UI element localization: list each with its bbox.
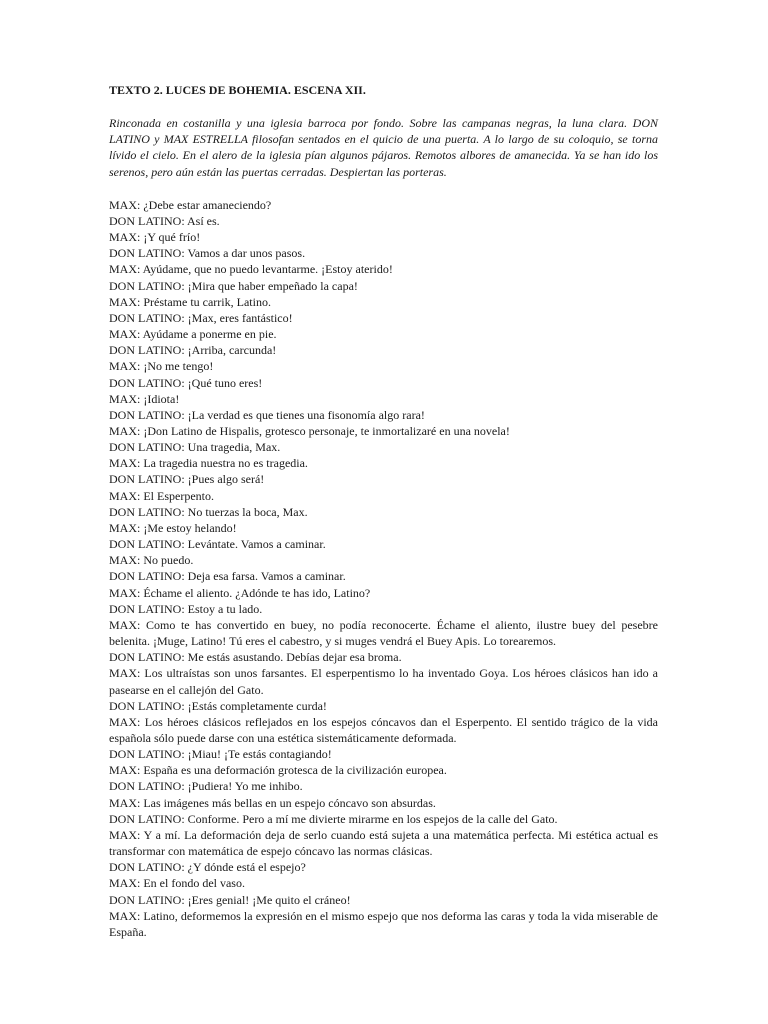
dialogue-line: MAX: En el fondo del vaso. (109, 876, 245, 891)
dialogue-line: MAX: ¡No me tengo! (109, 359, 214, 374)
dialogue-line: DON LATINO: Levántate. Vamos a caminar. (109, 537, 326, 552)
dialogue-line: MAX: Préstame tu carrik, Latino. (109, 294, 271, 309)
dialogue-line: MAX: ¡Me estoy helando! (109, 520, 237, 535)
document-page (109, 82, 658, 940)
dialogue-line: DON LATINO: Una tragedia, Max. (109, 440, 281, 455)
dialogue-block (109, 197, 658, 940)
dialogue-line: DON LATINO: ¡Max, eres fantástico! (109, 310, 293, 325)
dialogue-line: DON LATINO: ¡Qué tuno eres! (109, 375, 263, 390)
dialogue-line: DON LATINO: ¡Eres genial! ¡Me quito el cráneo! (109, 892, 351, 907)
dialogue-line: DON LATINO: Estoy a tu lado. (109, 601, 263, 616)
dialogue-line: DON LATINO: Conforme. Pero a mí me divierte mirarme en los espejos de la calle del Gato. (109, 811, 558, 826)
dialogue-line: MAX: Ayúdame a ponerme en pie. (109, 327, 277, 342)
dialogue-line: DON LATINO: ¡Arriba, carcunda! (109, 343, 277, 358)
dialogue-line: MAX: La tragedia nuestra no es tragedia. (109, 456, 308, 471)
dialogue-line: MAX: El Esperpento. (109, 488, 214, 503)
dialogue-line: MAX: Ayúdame, que no puedo levantarme. ¡Estoy aterido! (109, 262, 393, 277)
dialogue-line: DON LATINO: ¡Pues algo será! (109, 472, 265, 487)
dialogue-line: MAX: ¡Y qué frío! (109, 230, 201, 245)
dialogue-line: DON LATINO: Me estás asustando. Debías dejar esa broma. (109, 650, 402, 665)
dialogue-line: MAX: Los héroes clásicos reflejados en los espejos cóncavos dan el Esperpento. El sentido trágico de la vida española sólo puede darse con una estética sistemáticamente deformada. (109, 714, 658, 745)
dialogue-line: MAX: España es una deformación grotesca de la civilización europea. (109, 763, 447, 778)
dialogue-line: DON LATINO: ¡La verdad es que tienes una fisonomía algo rara! (109, 407, 425, 422)
dialogue-line: MAX: No puedo. (109, 553, 194, 568)
dialogue-line: DON LATINO: ¡Estás completamente curda! (109, 698, 327, 713)
dialogue-line: DON LATINO: ¿Y dónde está el espejo? (109, 860, 306, 875)
document-title: TEXTO 2. LUCES DE BOHEMIA. ESCENA XII. (109, 83, 366, 97)
stage-direction: Rinconada en costanilla y una iglesia barroca por fondo. Sobre las campanas negras, la luna clara. DON LATINO y MAX ESTRELLA filosofan sentados en el quicio de una puerta. A lo largo de su coloquio, se torna lívido el cielo. En el alero de la iglesia pían algunos pájaros. Remotos albores de amanecida. Ya se han ido los serenos, pero aún están las puertas cerradas. Despiertan las porteras. (109, 116, 658, 179)
dialogue-line: MAX: Como te has convertido en buey, no podía reconocerte. Échame el aliento, ilustre buey del pesebre belenita. ¡Muge, Latino! Tú eres el cabestro, y si muges vendrá el Buey Apis. Lo torearemos. (109, 617, 658, 649)
dialogue-line: MAX: Échame el aliento. ¿Adónde te has ido, Latino? (109, 585, 371, 600)
dialogue-line: MAX: Latino, deformemos la expresión en el mismo espejo que nos deforma las caras y toda la vida miserable de España. (109, 908, 658, 939)
dialogue-line: MAX: Los ultraístas son unos farsantes. El esperpentismo lo ha inventado Goya. Los héroes clásicos han ido a pasearse en el callejón del Gato. (109, 666, 658, 697)
dialogue-line: MAX: Y a mí. La deformación deja de serlo cuando está sujeta a una matemática perfecta. Mi estética actual es transformar con matemática de espejo cóncavo las normas clásicas. (109, 827, 658, 859)
dialogue-line: DON LATINO: Deja esa farsa. Vamos a caminar. (109, 569, 346, 584)
dialogue-line: DON LATINO: Así es. (109, 213, 220, 228)
dialogue-line: MAX: ¡Idiota! (109, 391, 180, 406)
dialogue-line: DON LATINO: Vamos a dar unos pasos. (109, 246, 306, 261)
dialogue-line: MAX: ¿Debe estar amaneciendo? (109, 197, 272, 212)
dialogue-line: MAX: Las imágenes más bellas en un espejo cóncavo son absurdas. (109, 795, 436, 810)
dialogue-line: MAX: ¡Don Latino de Hispalis, grotesco personaje, te inmortalizaré en una novela! (109, 424, 510, 438)
dialogue-line: DON LATINO: No tuerzas la boca, Max. (109, 504, 308, 519)
dialogue-line: DON LATINO: ¡Mira que haber empeñado la capa! (109, 278, 358, 293)
dialogue-line: DON LATINO: ¡Pudiera! Yo me inhibo. (109, 779, 303, 794)
dialogue-line: DON LATINO: ¡Miau! ¡Te estás contagiando! (109, 747, 332, 762)
